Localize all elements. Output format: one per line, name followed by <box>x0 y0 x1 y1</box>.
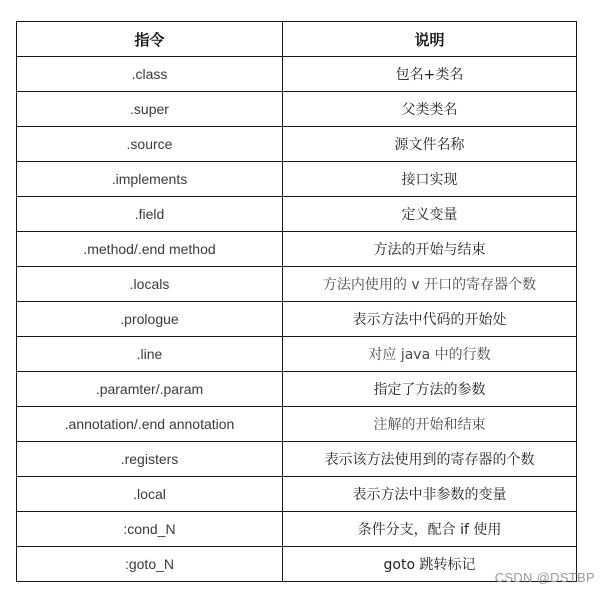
smali-directives-table <box>16 21 577 582</box>
directive-cell: .source <box>17 127 283 162</box>
table-row <box>17 477 577 512</box>
directive-cell: .line <box>17 337 283 372</box>
table-row <box>17 267 577 302</box>
description-cell: 方法的开始与结束 <box>283 232 577 267</box>
header-directive: 指令 <box>17 22 283 57</box>
table-row <box>17 407 577 442</box>
description-cell: 接口实现 <box>283 162 577 197</box>
directive-cell: .implements <box>17 162 283 197</box>
directive-cell: .prologue <box>17 302 283 337</box>
directive-cell: .registers <box>17 442 283 477</box>
table-row <box>17 442 577 477</box>
directive-cell: .field <box>17 197 283 232</box>
description-cell: 父类类名 <box>283 92 577 127</box>
table-row <box>17 512 577 547</box>
description-cell: 表示该方法使用到的寄存器的个数 <box>283 442 577 477</box>
description-cell: goto 跳转标记 <box>283 547 577 582</box>
directive-cell: .local <box>17 477 283 512</box>
description-cell: 表示方法中代码的开始处 <box>283 302 577 337</box>
table-row <box>17 302 577 337</box>
description-cell: 定义变量 <box>283 197 577 232</box>
table-header-row <box>17 22 577 57</box>
table-row <box>17 232 577 267</box>
table-row <box>17 57 577 92</box>
directive-cell: .class <box>17 57 283 92</box>
description-cell: 条件分支，配合 if 使用 <box>283 512 577 547</box>
description-cell: 指定了方法的参数 <box>283 372 577 407</box>
csdn-watermark: CSDN @DSTBP <box>494 570 595 585</box>
directive-cell: :cond_N <box>17 512 283 547</box>
description-cell: 注解的开始和结束 <box>283 407 577 442</box>
directive-cell: .annotation/.end annotation <box>17 407 283 442</box>
description-cell: 包名+类名 <box>283 57 577 92</box>
description-cell: 对应 java 中的行数 <box>283 337 577 372</box>
description-cell: 源文件名称 <box>283 127 577 162</box>
table-row <box>17 92 577 127</box>
table-row <box>17 547 577 582</box>
description-cell: 表示方法中非参数的变量 <box>283 477 577 512</box>
table-row <box>17 162 577 197</box>
directive-cell: .locals <box>17 267 283 302</box>
directive-cell: .paramter/.param <box>17 372 283 407</box>
directive-cell: .method/.end method <box>17 232 283 267</box>
table-row <box>17 337 577 372</box>
directive-cell: :goto_N <box>17 547 283 582</box>
table-row <box>17 197 577 232</box>
table-row <box>17 127 577 162</box>
description-cell: 方法内使用的 v 开口的寄存器个数 <box>283 267 577 302</box>
table-row <box>17 372 577 407</box>
header-description: 说明 <box>283 22 577 57</box>
directive-cell: .super <box>17 92 283 127</box>
